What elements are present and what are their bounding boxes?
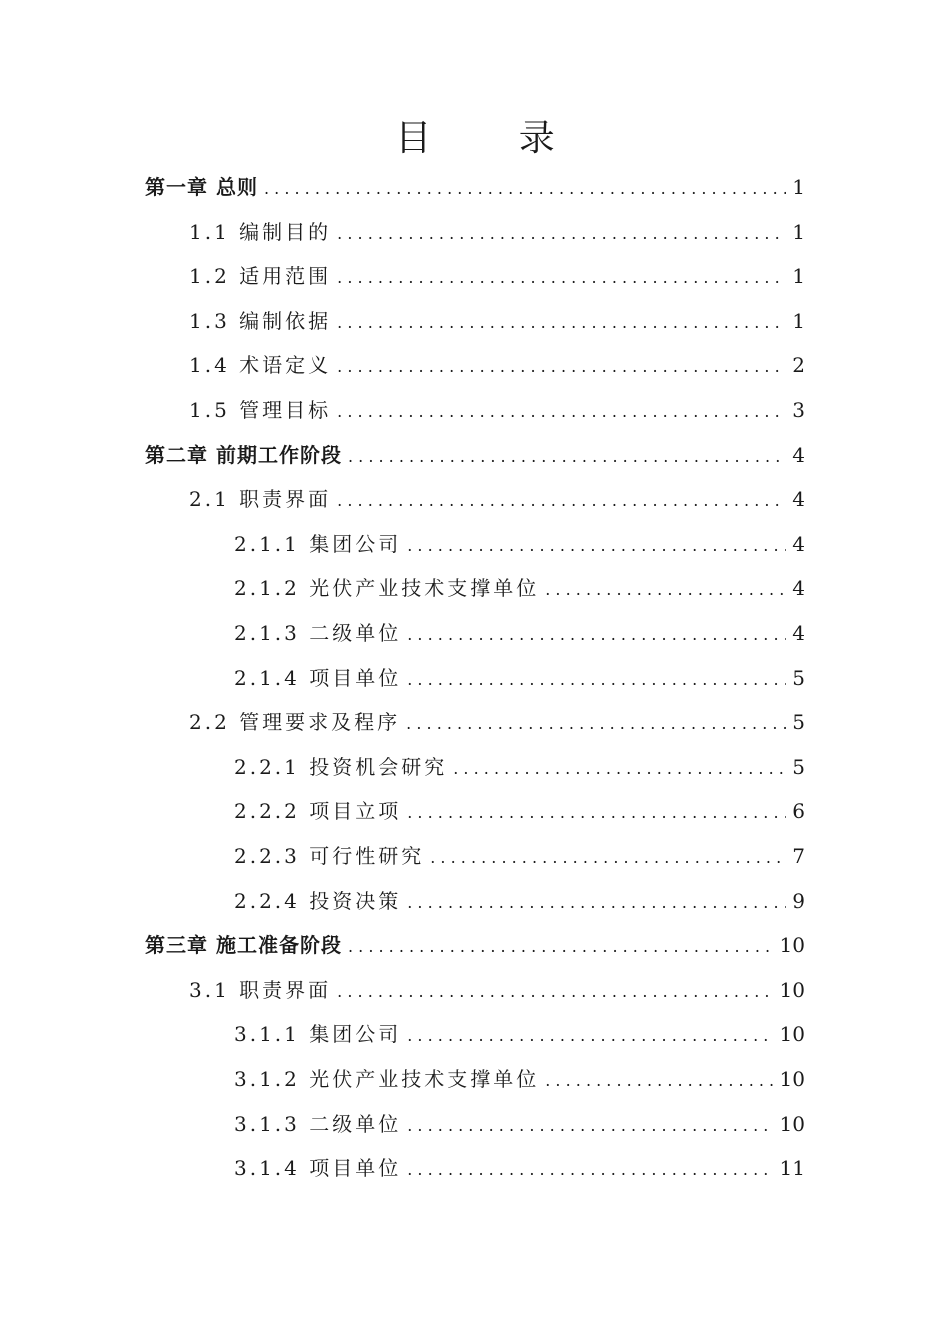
toc-entry[interactable] bbox=[234, 611, 805, 655]
toc-entry-text: 3.1.2 光伏产业技术支撑单位 bbox=[234, 1067, 540, 1091]
toc-entry[interactable] bbox=[189, 968, 805, 1012]
toc-page-number: 10 bbox=[779, 1022, 805, 1047]
toc-entry[interactable] bbox=[145, 923, 805, 967]
toc-entry[interactable] bbox=[145, 433, 805, 477]
toc-entry-text: 2.2.2 项目立项 bbox=[234, 799, 402, 824]
toc-entry-text: 2.2.3 可行性研究 bbox=[234, 844, 425, 868]
toc-entry[interactable] bbox=[145, 165, 805, 209]
toc-page-number: 1 bbox=[792, 264, 805, 289]
toc-page-number: 1 bbox=[792, 308, 805, 333]
toc-leader-dots bbox=[407, 1148, 773, 1192]
toc-entry-text: 2.1.2 光伏产业技术支撑单位 bbox=[234, 576, 540, 601]
toc-page-number: 11 bbox=[779, 1156, 805, 1181]
toc-leader-dots bbox=[545, 568, 786, 612]
toc-page-number: 10 bbox=[779, 1067, 805, 1091]
toc-leader-dots bbox=[337, 390, 786, 434]
toc-entry-text: 第三章 施工准备阶段 bbox=[145, 933, 342, 958]
toc-leader-dots bbox=[407, 881, 786, 925]
toc-entry[interactable] bbox=[234, 834, 805, 878]
toc-page-number: 4 bbox=[792, 531, 805, 556]
toc-page-number: 4 bbox=[792, 442, 805, 467]
toc-leader-dots bbox=[407, 1104, 773, 1148]
toc-leader-dots bbox=[406, 702, 786, 746]
toc-entry[interactable] bbox=[234, 522, 805, 566]
toc-entry-text: 2.1.4 项目单位 bbox=[234, 665, 402, 690]
toc-entry-text: 第一章 总则 bbox=[145, 175, 258, 199]
toc-leader-dots bbox=[337, 301, 786, 345]
toc-entry[interactable] bbox=[189, 477, 805, 521]
toc-leader-dots bbox=[430, 836, 786, 880]
toc-page-number: 10 bbox=[779, 977, 805, 1002]
toc-entry[interactable] bbox=[234, 1102, 805, 1146]
toc-entry-text: 3.1.4 项目单位 bbox=[234, 1156, 402, 1181]
toc-entry-text: 1.4 术语定义 bbox=[189, 353, 332, 378]
toc-entry[interactable] bbox=[189, 700, 805, 744]
toc-leader-dots bbox=[337, 970, 773, 1014]
toc-entry[interactable] bbox=[189, 343, 805, 387]
toc-entry-text: 2.2 管理要求及程序 bbox=[189, 710, 401, 735]
toc-entry-text: 2.2.1 投资机会研究 bbox=[234, 754, 448, 779]
toc-entry[interactable] bbox=[189, 254, 805, 298]
toc-page-number: 2 bbox=[792, 353, 805, 378]
toc-leader-dots bbox=[453, 747, 786, 791]
toc-entry-text: 3.1.1 集团公司 bbox=[234, 1022, 402, 1047]
toc-page-number: 10 bbox=[779, 933, 805, 958]
toc-entry-text: 2.1.3 二级单位 bbox=[234, 621, 402, 645]
toc-leader-dots bbox=[337, 256, 786, 300]
toc-entry-text: 2.1 职责界面 bbox=[189, 487, 332, 512]
toc-leader-dots bbox=[407, 613, 786, 657]
toc-page-number: 1 bbox=[792, 219, 805, 244]
toc-page-number: 5 bbox=[792, 710, 805, 735]
toc-page-number: 4 bbox=[792, 621, 805, 645]
toc-leader-dots bbox=[407, 791, 786, 835]
toc-entry[interactable] bbox=[189, 388, 805, 432]
toc-page-number: 4 bbox=[792, 576, 805, 601]
toc-leader-dots bbox=[407, 524, 786, 568]
toc-entry-text: 1.5 管理目标 bbox=[189, 398, 332, 422]
toc-page-number: 9 bbox=[792, 888, 805, 913]
toc-page-number: 10 bbox=[779, 1111, 805, 1136]
toc-entry[interactable] bbox=[189, 210, 805, 254]
toc-page-number: 5 bbox=[792, 665, 805, 690]
toc-entry[interactable] bbox=[234, 745, 805, 789]
toc-entry[interactable] bbox=[234, 1146, 805, 1190]
toc-entry[interactable] bbox=[234, 789, 805, 833]
toc-leader-dots bbox=[337, 212, 786, 256]
toc-leader-dots bbox=[337, 345, 786, 389]
toc-page-number: 5 bbox=[792, 754, 805, 779]
toc-page-number: 6 bbox=[792, 799, 805, 824]
toc-entry[interactable] bbox=[234, 879, 805, 923]
toc-entry-text: 3.1 职责界面 bbox=[189, 977, 332, 1002]
toc-entry[interactable] bbox=[234, 1012, 805, 1056]
toc-entry[interactable] bbox=[234, 656, 805, 700]
toc-entry[interactable] bbox=[234, 566, 805, 610]
toc-title: 目 录 bbox=[395, 118, 593, 159]
toc-leader-dots bbox=[407, 658, 786, 702]
toc-entry-text: 第二章 前期工作阶段 bbox=[145, 442, 342, 467]
toc-page-number: 3 bbox=[792, 398, 805, 422]
toc-entry[interactable] bbox=[234, 1057, 805, 1101]
toc-leader-dots bbox=[348, 925, 774, 969]
toc-page-number: 1 bbox=[792, 175, 805, 199]
toc-entry-text: 2.2.4 投资决策 bbox=[234, 888, 402, 913]
toc-entry-text: 1.1 编制目的 bbox=[189, 219, 332, 244]
toc-entry-text: 1.3 编制依据 bbox=[189, 308, 332, 333]
toc-page-number: 7 bbox=[792, 844, 805, 868]
toc-entry-text: 3.1.3 二级单位 bbox=[234, 1111, 402, 1136]
toc-leader-dots bbox=[348, 435, 786, 479]
toc-leader-dots bbox=[264, 167, 786, 211]
toc-leader-dots bbox=[545, 1059, 773, 1103]
toc-entry-text: 2.1.1 集团公司 bbox=[234, 531, 402, 556]
toc-leader-dots bbox=[337, 479, 786, 523]
toc-page-number: 4 bbox=[792, 487, 805, 512]
toc-leader-dots bbox=[407, 1014, 773, 1058]
toc-entry[interactable] bbox=[189, 299, 805, 343]
toc-entry-text: 1.2 适用范围 bbox=[189, 264, 332, 289]
